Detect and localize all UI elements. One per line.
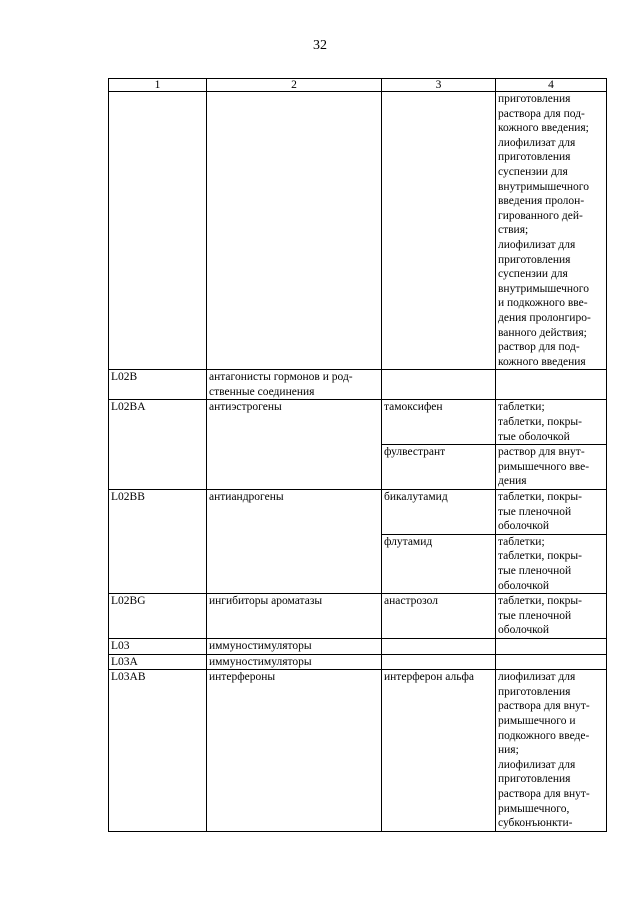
drug-cell [382, 370, 496, 400]
group-cell: антиэстрогены [207, 400, 382, 490]
page-number: 32 [313, 38, 327, 53]
code-cell: L03AB [109, 670, 207, 832]
header-cell-3: 3 [382, 79, 496, 92]
code-cell: L02BB [109, 490, 207, 594]
group-cell: ингибиторы ароматазы [207, 594, 382, 639]
group-cell: антиандрогены [207, 490, 382, 594]
forms-cell: таблетки; таблетки, покры- тые пленочной оболочкой [496, 534, 607, 593]
drug-cell: фулвестрант [382, 445, 496, 490]
code-cell: L03 [109, 638, 207, 654]
forms-cell [496, 370, 607, 400]
drug-cell: анастрозол [382, 594, 496, 639]
forms-cell: приготовления раствора для под- кожного введения; лиофилизат для приготовления суспензии для внутримышечного введения пролон- гированного дей- ствия; лиофилизат для приготовления суспензии для внутримышечного и подкожного вве- дения пролонгиро- ванного действия; раствор для под- кожного введения [496, 92, 607, 370]
group-cell: иммуностимуляторы [207, 638, 382, 654]
forms-cell: раствор для внут- римышечного вве- дения [496, 445, 607, 490]
forms-cell: таблетки; таблетки, покры- тые оболочкой [496, 400, 607, 445]
drug-cell: флутамид [382, 534, 496, 593]
header-cell-1: 1 [109, 79, 207, 92]
forms-cell: таблетки, покры- тые пленочной оболочкой [496, 490, 607, 535]
table-row [109, 594, 607, 639]
drug-cell: интерферон альфа [382, 670, 496, 832]
table-row [109, 370, 607, 400]
table-header-row [109, 79, 607, 92]
forms-cell: таблетки, покры- тые пленочной оболочкой [496, 594, 607, 639]
header-cell-4: 4 [496, 79, 607, 92]
forms-cell: лиофилизат для приготовления раствора для внут- римышечного и подкожного введе- ния; лиофилизат для приготовления раствора для внут- римышечного, субконъюнкти- [496, 670, 607, 832]
group-cell [207, 92, 382, 370]
drug-cell [382, 654, 496, 670]
code-cell: L02B [109, 370, 207, 400]
table-row [109, 638, 607, 654]
code-cell: L03A [109, 654, 207, 670]
drug-cell: тамоксифен [382, 400, 496, 445]
forms-cell [496, 638, 607, 654]
code-cell: L02BA [109, 400, 207, 490]
table-row [109, 654, 607, 670]
drug-table [108, 78, 607, 832]
code-cell [109, 92, 207, 370]
drug-cell [382, 638, 496, 654]
drug-cell: бикалутамид [382, 490, 496, 535]
drug-cell [382, 92, 496, 370]
table-row [109, 670, 607, 832]
table-row [109, 490, 607, 535]
code-cell: L02BG [109, 594, 207, 639]
forms-cell [496, 654, 607, 670]
table-row [109, 92, 607, 370]
table-row [109, 400, 607, 445]
group-cell: иммуностимуляторы [207, 654, 382, 670]
group-cell: антагонисты гормонов и род- ственные соединения [207, 370, 382, 400]
group-cell: интерфероны [207, 670, 382, 832]
header-cell-2: 2 [207, 79, 382, 92]
